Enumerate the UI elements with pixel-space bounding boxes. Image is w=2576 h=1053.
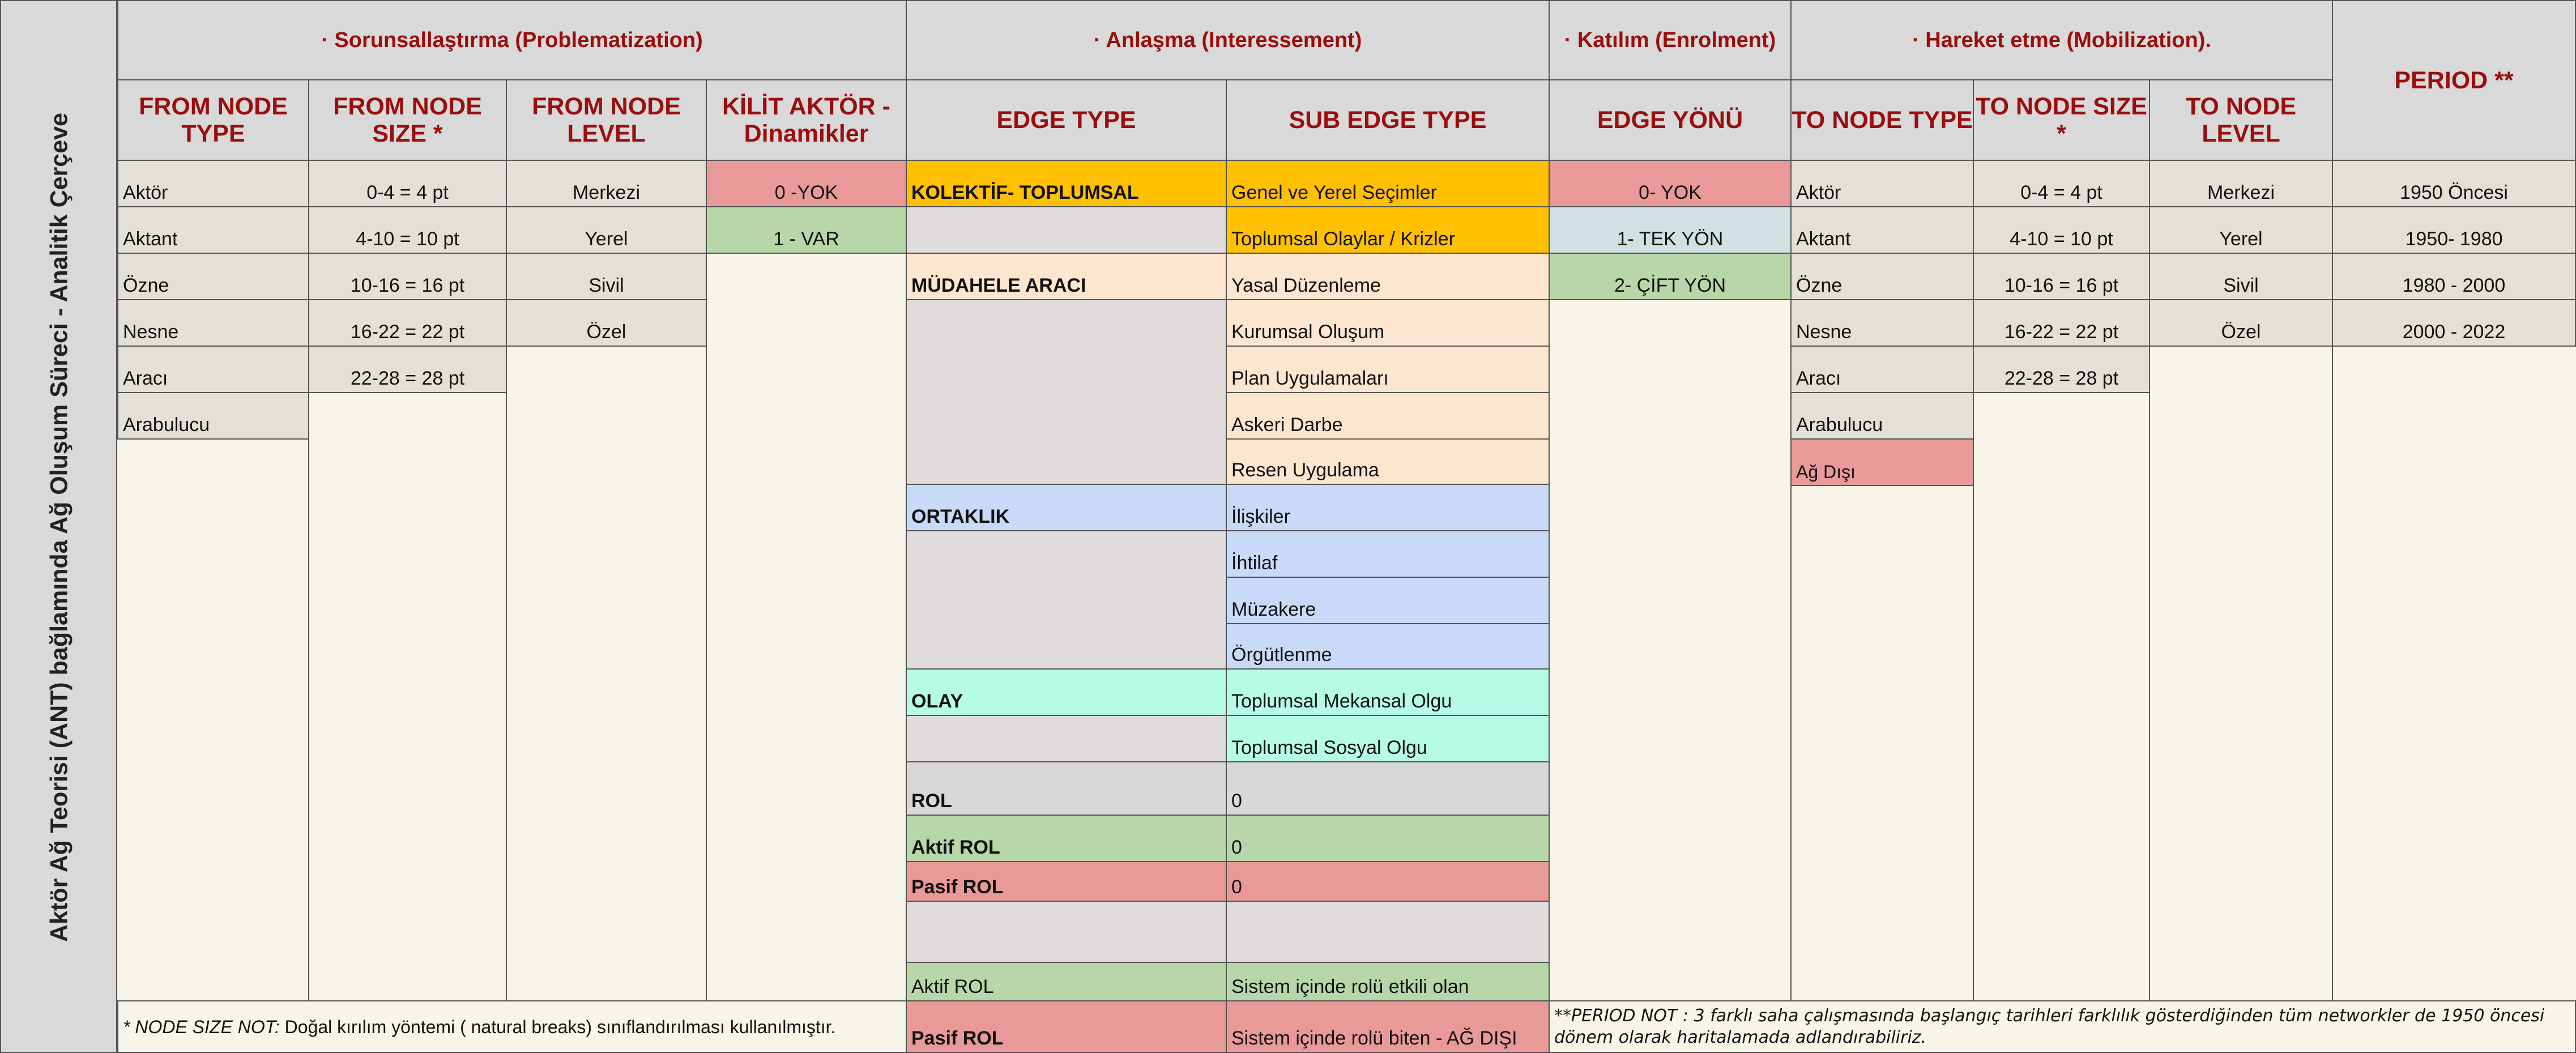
col-header-from-node-type: FROM NODE TYPE <box>117 79 309 161</box>
sub-edge-type-cell: Sistem içinde rolü etkili olan <box>1226 962 1550 1001</box>
node-size-note <box>117 1000 907 1053</box>
col-header-to-node-size: TO NODE SIZE * <box>1973 79 2150 161</box>
edge-type-rol: ROL <box>906 761 1227 816</box>
kilit-aktor-cell: 0 -YOK <box>706 160 907 207</box>
to-node-size-cell: 10-16 = 16 pt <box>1973 253 2150 300</box>
period-cell: 1950- 1980 <box>2332 206 2576 254</box>
from-node-type-cell: Aktör <box>117 160 309 207</box>
edge-type-blank <box>906 715 1227 762</box>
to-node-type-cell: Aracı <box>1790 346 1974 393</box>
col-header-to-node-type: TO NODE TYPE <box>1790 79 1974 161</box>
col-header-to-node-level: TO NODE LEVEL <box>2149 79 2333 161</box>
to-node-type-cell: Aktant <box>1790 206 1974 254</box>
sub-edge-type-cell: Sistem içinde rolü biten - AĞ DIŞI <box>1226 1000 1550 1053</box>
sub-edge-type-cell: Toplumsal Mekansal Olgu <box>1226 668 1550 716</box>
sub-edge-type-cell: Kurumsal Oluşum <box>1226 299 1550 347</box>
from-node-type-cell: Aracı <box>117 346 309 393</box>
from-node-size-cell: 4-10 = 10 pt <box>308 206 507 254</box>
group-mobilization: · Hareket etme (Mobilization). <box>1790 0 2333 80</box>
to-node-type-cell-ag-disi: Ağ Dışı <box>1790 438 1974 486</box>
group-enrolment: · Katılım (Enrolment) <box>1549 0 1792 80</box>
edge-type-olay: OLAY <box>906 668 1227 716</box>
sub-edge-type-cell: Plan Uygulamaları <box>1226 346 1550 393</box>
sub-edge-type-cell: 0 <box>1226 861 1550 902</box>
col-header-kilit-aktor: KİLİT AKTÖR - Dinamikler <box>706 79 907 161</box>
to-node-type-cell: Aktör <box>1790 160 1974 207</box>
to-node-type-cell: Özne <box>1790 253 1974 300</box>
col-header-from-node-size: FROM NODE SIZE * <box>308 79 507 161</box>
sub-edge-type-cell: 0 <box>1226 761 1550 816</box>
side-title: Aktör Ağ Teorisi (ANT) bağlamında Ağ Oluşum Süreci - Analitik Çerçeve <box>45 113 73 942</box>
col-header-period: PERIOD ** <box>2332 0 2576 161</box>
period-note: **PERIOD NOT : 3 farklı saha çalışmasında başlangıç tarihleri farklılık gösterdiğinden tüm networkler de 1950 öncesi dönem olarak haritalamada adlandırabiliriz. <box>1549 1000 2576 1053</box>
from-node-size-cell: 16-22 = 22 pt <box>308 299 507 347</box>
sub-edge-type-cell: Toplumsal Sosyal Olgu <box>1226 715 1550 762</box>
period-cell: 1980 - 2000 <box>2332 253 2576 300</box>
from-node-size-cell: 0-4 = 4 pt <box>308 160 507 207</box>
to-node-size-cell: 4-10 = 10 pt <box>1973 206 2150 254</box>
col-header-sub-edge-type: SUB EDGE TYPE <box>1226 79 1550 161</box>
node-size-note-text: Doğal kırılım yöntemi ( natural breaks) sınıflandırılması kullanılmıştır. <box>279 1016 836 1037</box>
from-node-size-cell: 10-16 = 16 pt <box>308 253 507 300</box>
sub-edge-type-cell <box>1226 901 1550 963</box>
edge-type-aktif-rol-2: Aktif ROL <box>906 962 1227 1001</box>
edge-type-blank <box>906 901 1227 963</box>
node-size-note-prefix: * NODE SIZE NOT: <box>123 1016 280 1037</box>
edge-type-mudahale: MÜDAHELE ARACI <box>906 253 1227 300</box>
edge-yonu-cell: 1- TEK YÖN <box>1549 206 1792 254</box>
from-node-level-cell: Yerel <box>506 206 707 254</box>
to-node-size-cell: 22-28 = 28 pt <box>1973 346 2150 393</box>
group-interessement: · Anlaşma (Interessement) <box>906 0 1550 80</box>
col-header-edge-type: EDGE TYPE <box>906 79 1227 161</box>
sub-edge-type-cell: 0 <box>1226 815 1550 862</box>
to-node-type-cell: Nesne <box>1790 299 1974 347</box>
to-node-size-cell: 0-4 = 4 pt <box>1973 160 2150 207</box>
from-node-type-cell: Nesne <box>117 299 309 347</box>
to-node-type-cell: Arabulucu <box>1790 392 1974 440</box>
edge-type-pasif-rol-2: Pasif ROL <box>906 1000 1227 1053</box>
sub-edge-type-cell: Örgütlenme <box>1226 623 1550 670</box>
group-problematization: · Sorunsallaştırma (Problematization) <box>117 0 907 80</box>
from-node-level-cell: Merkezi <box>506 160 707 207</box>
from-node-type-cell: Özne <box>117 253 309 300</box>
from-node-level-cell: Sivil <box>506 253 707 300</box>
sub-edge-type-cell: Resen Uygulama <box>1226 438 1550 485</box>
edge-type-blank <box>906 530 1227 670</box>
period-cell: 1950 Öncesi <box>2332 160 2576 207</box>
to-node-level-cell: Yerel <box>2149 206 2333 254</box>
sub-edge-type-cell: Toplumsal Olaylar / Krizler <box>1226 206 1550 254</box>
kilit-aktor-cell: 1 - VAR <box>706 206 907 254</box>
col-header-edge-yonu: EDGE YÖNÜ <box>1549 79 1792 161</box>
sub-edge-type-cell: Müzakere <box>1226 577 1550 624</box>
from-node-type-cell: Aktant <box>117 206 309 254</box>
to-node-size-cell: 16-22 = 22 pt <box>1973 299 2150 347</box>
sub-edge-type-cell: Askeri Darbe <box>1226 392 1550 440</box>
from-node-type-cell: Arabulucu <box>117 392 309 440</box>
edge-type-kolektif: KOLEKTİF- TOPLUMSAL <box>906 160 1227 207</box>
edge-type-pasif-rol: Pasif ROL <box>906 861 1227 902</box>
sub-edge-type-cell: İlişkiler <box>1226 484 1550 531</box>
edge-type-blank <box>906 299 1227 485</box>
period-cell: 2000 - 2022 <box>2332 299 2576 347</box>
sub-edge-type-cell: Genel ve Yerel Seçimler <box>1226 160 1550 207</box>
to-node-level-cell: Sivil <box>2149 253 2333 300</box>
edge-type-blank <box>906 206 1227 254</box>
side-title-cell <box>0 0 117 1053</box>
col-header-from-node-level: FROM NODE LEVEL <box>506 79 707 161</box>
edge-yonu-cell: 0- YOK <box>1549 160 1792 207</box>
to-node-level-cell: Özel <box>2149 299 2333 347</box>
from-node-level-cell: Özel <box>506 299 707 347</box>
edge-type-ortaklik: ORTAKLIK <box>906 484 1227 531</box>
sub-edge-type-cell: Yasal Düzenleme <box>1226 253 1550 300</box>
from-node-size-cell: 22-28 = 28 pt <box>308 346 507 393</box>
edge-type-aktif-rol: Aktif ROL <box>906 815 1227 862</box>
to-node-level-cell: Merkezi <box>2149 160 2333 207</box>
edge-yonu-cell: 2- ÇİFT YÖN <box>1549 253 1792 300</box>
sub-edge-type-cell: İhtilaf <box>1226 530 1550 578</box>
